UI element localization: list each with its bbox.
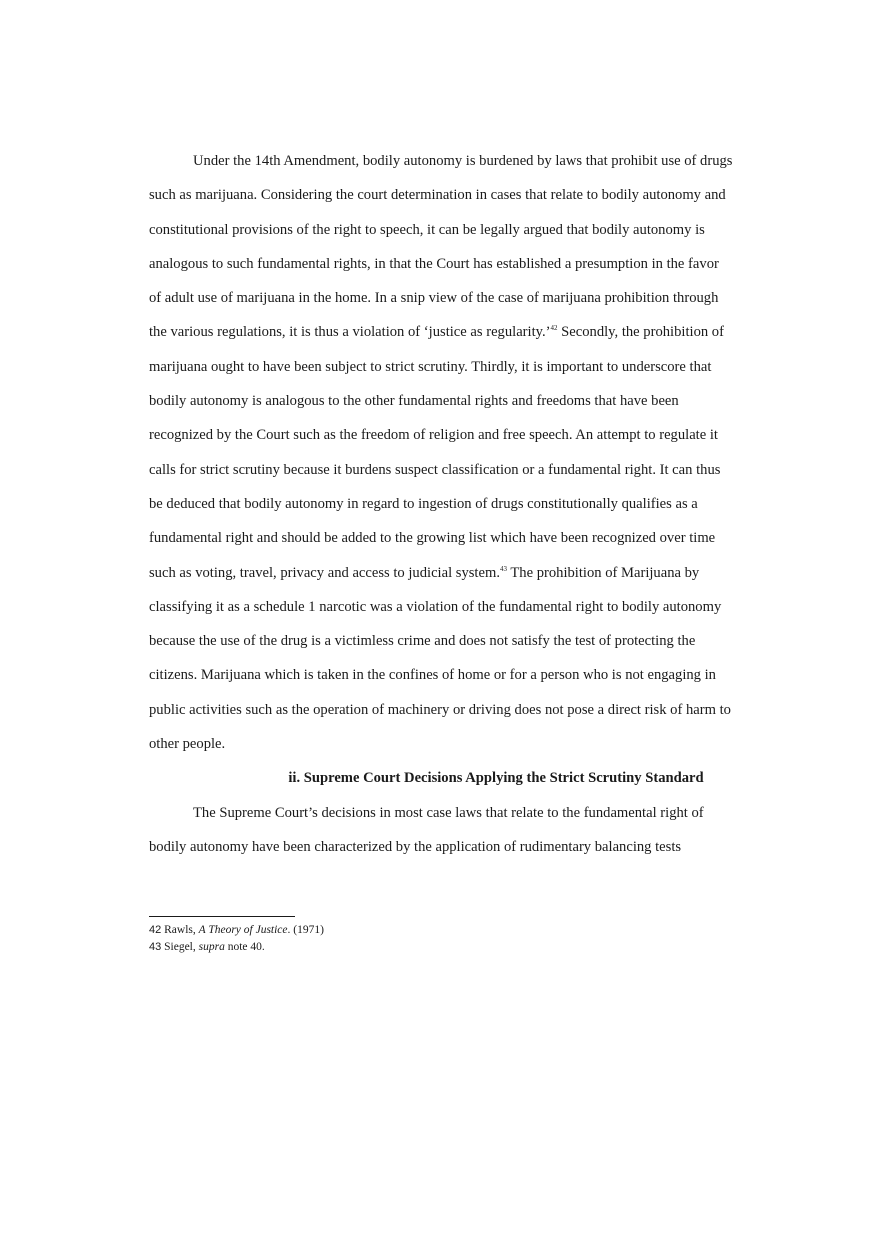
footnote-reference-43[interactable]: 43 bbox=[499, 564, 507, 573]
footnote-title-italic: supra bbox=[198, 941, 225, 953]
footnote-text: Siegel, bbox=[161, 941, 199, 953]
footnotes bbox=[149, 922, 733, 956]
paragraph-bodily-autonomy bbox=[149, 144, 733, 761]
footnote-text: note 40. bbox=[224, 941, 265, 953]
footnote-text: Rawls, bbox=[161, 924, 199, 936]
section-heading: ii. Supreme Court Decisions Applying the Strict Scrutiny Standard bbox=[288, 770, 704, 787]
paragraph-supreme-court: The Supreme Court’s decisions in most case laws that relate to the fundamental right of bodily autonomy have been characterized by the application of rudimentary balancing tests bbox=[149, 804, 704, 855]
body-text bbox=[149, 144, 733, 864]
footnote-number: 43 bbox=[149, 941, 162, 953]
paragraph-text: Under the 14th Amendment, bodily autonomy is burdened by laws that prohibit use of drugs such as marijuana. Considering the court determination in cases that relate to bodily autonomy and constitutional provisions of the right to speech, it can be legally argued that bodily autonomy is analogous to such fundamental rights, in that the Court has established a presumption in the favor of adult use of marijuana in the home. In a snip view of the case of marijuana prohibition through the various regulations, it is thus a violation of ‘justice as regularity.’ bbox=[149, 153, 733, 341]
footnote-title-italic: A Theory of Justice bbox=[198, 924, 288, 936]
footnote-number: 42 bbox=[149, 924, 162, 936]
footnote-separator bbox=[149, 916, 295, 917]
footnote-reference-42[interactable]: 42 bbox=[550, 324, 558, 333]
footnote-42 bbox=[149, 922, 733, 939]
paragraph-text: The prohibition of Marijuana by classifying it as a schedule 1 narcotic was a violation of the fundamental right to bodily autonomy because the use of the drug is a victimless crime and does not satisfy the test of protecting the citizens. Marijuana which is taken in the confines of home or for a person who is not engaging in public activities such as the operation of machinery or driving does not pose a direct risk of harm to other people. bbox=[149, 564, 731, 753]
footnote-43 bbox=[149, 939, 733, 956]
paragraph-text: Secondly, the prohibition of marijuana ought to have been subject to strict scrutiny. Thirdly, it is important to underscore that bodily autonomy is analogous to the other fundamental rights and freedoms that have been recognized by the Court such as the freedom of religion and free speech. An attempt to regulate it calls for strict scrutiny because it burdens suspect classification or a fundamental right. It can thus be deduced that bodily autonomy in regard to ingestion of drugs constitutionally qualifies as a fundamental right and should be added to the growing list which have been recognized over time such as voting, travel, privacy and access to judicial system. bbox=[149, 324, 724, 581]
footnote-text: . (1971) bbox=[287, 924, 324, 936]
